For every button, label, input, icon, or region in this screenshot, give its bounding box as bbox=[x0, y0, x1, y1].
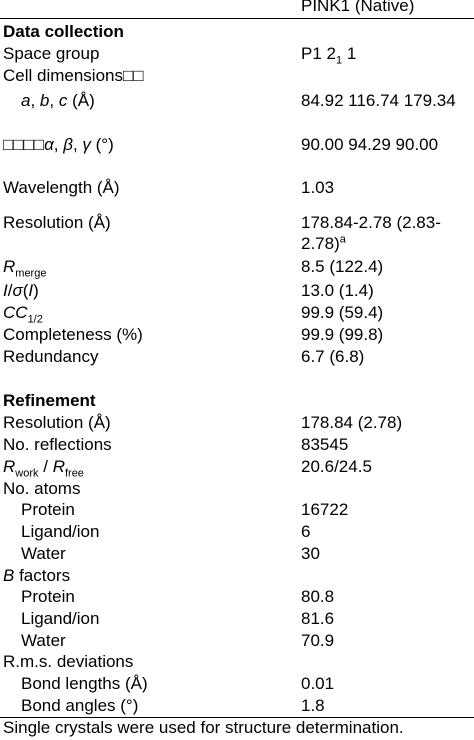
abc-unit: (Å) bbox=[67, 91, 95, 110]
space-group-label: Space group bbox=[3, 44, 100, 63]
bond-angles-value: 1.8 bbox=[301, 696, 325, 715]
reflections-value: 83545 bbox=[301, 435, 349, 454]
abc-c: c bbox=[58, 91, 68, 110]
wavelength-label: Wavelength (Å) bbox=[3, 178, 120, 197]
column-header: PINK1 (Native) bbox=[301, 0, 415, 15]
isigma-label bbox=[3, 281, 39, 301]
atoms-ligand-label: Ligand/ion bbox=[21, 522, 100, 541]
cell-dimensions-label: Cell dimensions□□ bbox=[3, 66, 144, 85]
atoms-ligand-value: 6 bbox=[301, 522, 311, 541]
ref-resolution-label: Resolution (Å) bbox=[3, 413, 111, 432]
bfactors-water-value: 70.9 bbox=[301, 631, 335, 650]
angle-beta: β bbox=[63, 135, 73, 154]
resolution-value-line2 bbox=[301, 234, 346, 254]
resolution-footnote-mark: a bbox=[339, 233, 346, 246]
atoms-water-value: 30 bbox=[301, 544, 320, 563]
rwork-subscript: work bbox=[15, 467, 39, 480]
bond-angles-label: Bond angles (°) bbox=[21, 696, 139, 715]
isigma-slash: / bbox=[7, 281, 13, 300]
resolution-line2-text: 2.78) bbox=[301, 234, 340, 253]
bfactors-rest: factors bbox=[14, 566, 71, 585]
wavelength-value: 1.03 bbox=[301, 178, 335, 197]
cc-value: 99.9 (59.4) bbox=[301, 303, 384, 322]
atoms-label: No. atoms bbox=[3, 479, 81, 498]
rmerge-r: R bbox=[3, 257, 16, 276]
resolution-value-line1: 178.84-2.78 (2.83- bbox=[301, 213, 441, 232]
space-group-main: P1 2 bbox=[301, 44, 336, 63]
abc-b: b bbox=[39, 91, 50, 110]
abc-label: a, b, c (Å) bbox=[21, 91, 95, 110]
bfactors-ligand-value: 81.6 bbox=[301, 609, 335, 628]
abc-a: a bbox=[21, 91, 31, 110]
rfree-r: R bbox=[52, 457, 65, 476]
cc-label bbox=[3, 303, 43, 326]
isigma-i2: I bbox=[28, 281, 34, 300]
isigma-open: ( bbox=[22, 281, 29, 300]
angles-value: 90.00 94.29 90.00 bbox=[301, 135, 439, 154]
table-footnote: Single crystals were used for structure determination. bbox=[3, 718, 404, 737]
rmerge-label bbox=[3, 257, 47, 280]
bfactors-ligand-label: Ligand/ion bbox=[21, 609, 100, 628]
isigma-sigma: σ bbox=[12, 281, 23, 300]
section-title: Refinement bbox=[3, 391, 96, 410]
cc-text: CC bbox=[3, 303, 28, 322]
completeness-value: 99.9 (99.8) bbox=[301, 325, 384, 344]
rwork-rfree-value: 20.6/24.5 bbox=[301, 457, 372, 476]
isigma-value: 13.0 (1.4) bbox=[301, 281, 374, 300]
atoms-protein-value: 16722 bbox=[301, 500, 349, 519]
isigma-close: ) bbox=[33, 281, 39, 300]
bfactors-protein-label: Protein bbox=[21, 587, 75, 606]
angle-gamma: γ bbox=[82, 135, 91, 154]
rwork-separator: / bbox=[38, 457, 53, 476]
bfactors-label bbox=[3, 566, 70, 586]
space-group-tail: 1 bbox=[342, 44, 357, 63]
bfactors-protein-value: 80.8 bbox=[301, 587, 335, 606]
header-rule bbox=[0, 18, 474, 19]
bond-lengths-label: Bond lengths (Å) bbox=[21, 674, 148, 693]
angles-label: □□□□α, β, γ (°) bbox=[3, 135, 114, 154]
rms-label: R.m.s. deviations bbox=[3, 652, 134, 671]
abc-value: 84.92 116.74 179.34 bbox=[301, 91, 456, 110]
atoms-protein-label: Protein bbox=[21, 500, 75, 519]
atoms-water-label: Water bbox=[21, 544, 66, 563]
rmerge-subscript: merge bbox=[15, 267, 47, 280]
rfree-subscript: free bbox=[64, 467, 84, 480]
rwork-r: R bbox=[3, 457, 16, 476]
space-group-value bbox=[301, 44, 357, 67]
cc-subscript: 1/2 bbox=[27, 313, 43, 326]
angle-alpha: α bbox=[44, 135, 54, 154]
ref-resolution-value: 178.84 (2.78) bbox=[301, 413, 403, 432]
angles-prefix: □□□□ bbox=[3, 135, 45, 154]
reflections-label: No. reflections bbox=[3, 435, 112, 454]
angles-unit: (°) bbox=[90, 135, 114, 154]
bond-lengths-value: 0.01 bbox=[301, 674, 335, 693]
rwork-rfree-label bbox=[3, 457, 84, 480]
section-title: Data collection bbox=[3, 22, 124, 41]
isigma-i: I bbox=[3, 281, 8, 300]
redundancy-label: Redundancy bbox=[3, 347, 99, 366]
resolution-label: Resolution (Å) bbox=[3, 213, 111, 232]
bfactors-water-label: Water bbox=[21, 631, 66, 650]
completeness-label: Completeness (%) bbox=[3, 325, 143, 344]
bfactors-b: B bbox=[3, 566, 15, 585]
space-group-subscript: 1 bbox=[335, 54, 343, 67]
rmerge-value: 8.5 (122.4) bbox=[301, 257, 384, 276]
redundancy-value: 6.7 (6.8) bbox=[301, 347, 365, 366]
